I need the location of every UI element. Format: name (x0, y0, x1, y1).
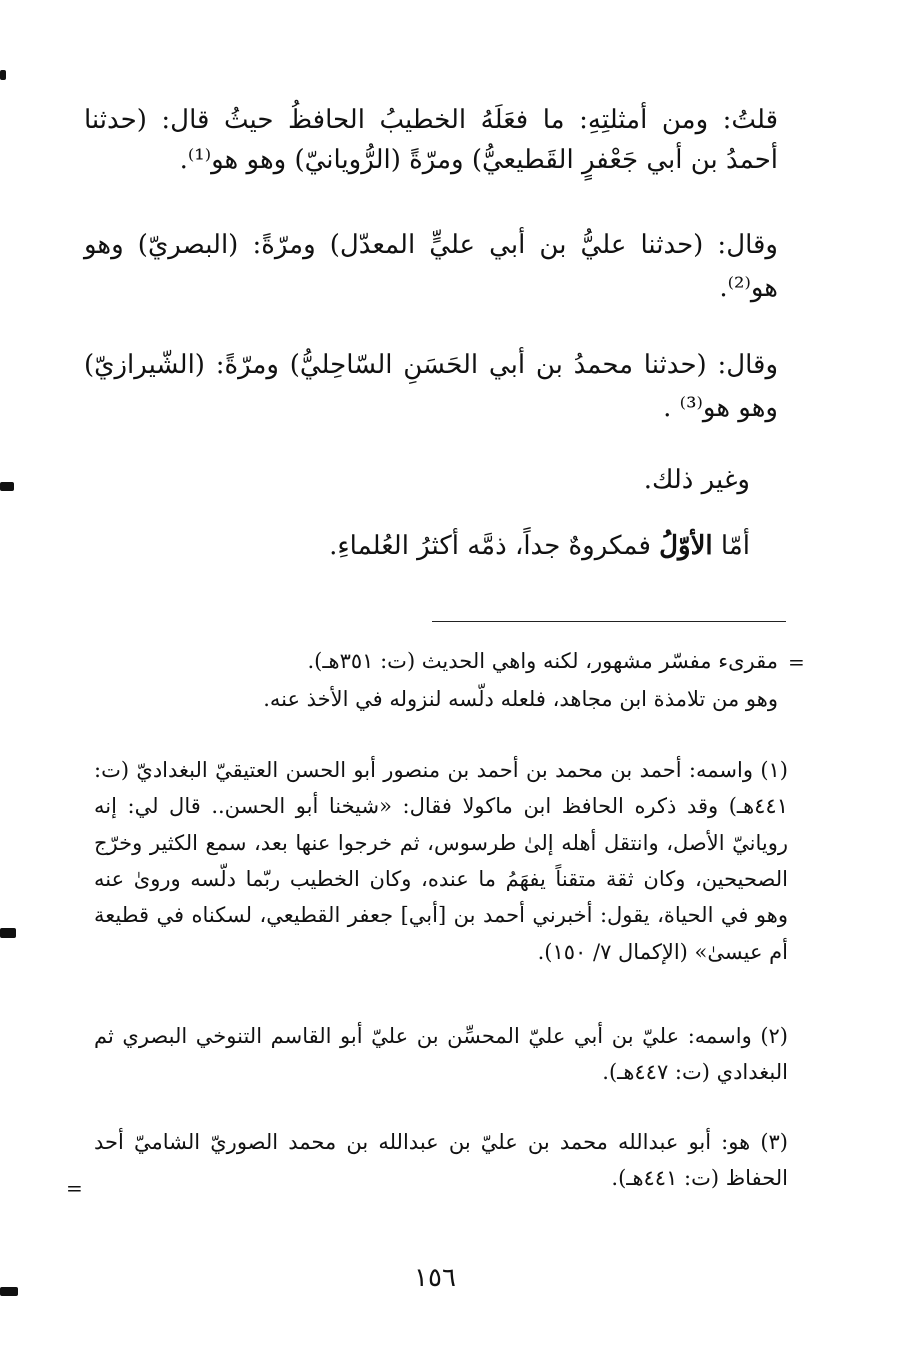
body-paragraph-5 (329, 532, 750, 561)
footnote-2: (٢) واسمه: عليّ بن أبي عليّ المحسِّن بن عليّ أبو القاسم التنوخي البصري ثم البغدادي (ت: ٤٤٧هـ). (94, 1024, 788, 1085)
emphasis-word: الأوّلُ (659, 531, 713, 561)
scan-edge-mark-4 (0, 1287, 18, 1296)
footnote-continuation-line-2: وهو من تلامذة ابن مجاهد، فلعله دلّسه لنزوله في الأخذ عنه. (263, 687, 778, 711)
body-paragraph-5-text: أمّا الأوّلُ فمكروهٌ جداً، ذمَّه أكثرُ العُلماءِ. (329, 531, 750, 561)
footnote-3: (٣) هو: أبو عبدالله محمد بن عليّ بن عبدالله بن محمد الصوريّ الشاميّ أحد الحفاظ (ت: ٤٤١هـ). (94, 1130, 788, 1191)
body-paragraph-2: وقال: (حدثنا عليُّ بن أبي عليٍّ المعدّل) ومرّةً: (البصريّ) وهو هو⁽²⁾. (84, 230, 778, 303)
page-number: ١٥٦ (414, 1263, 456, 1293)
footnote-trailing-marker: = (66, 1176, 83, 1200)
scan-edge-mark-2 (0, 482, 14, 491)
footnote-continuation-line-1: مقرىء مفسّر مشهور، لكنه واهي الحديث (ت: ٣٥١هـ). (307, 649, 778, 673)
scan-edge-mark-1 (0, 70, 6, 80)
body-paragraph-3: وقال: (حدثنا محمدُ بن أبي الحَسَنِ السّاحِليُّ) ومرّةً: (الشّيرازيّ) وهو هو⁽³⁾ . (84, 350, 778, 423)
body-paragraph-4: وغير ذلك. (643, 465, 750, 495)
footnote-1: (١) واسمه: أحمد بن محمد بن أحمد بن منصور أبو الحسن العتيقيّ البغداديّ (ت: ٤٤١هـ) وقد ذكره الحافظ ابن ماكولا فقال: «شيخنا أبو الحسن.. قال لي: إنه رويانيّ الأصل، وانتقل أهله إلىٰ طرسوس، ثم خرجوا عنها بعد، سمع الكثير وخرّج الصحيحين، وكان ثقة متقناً يفهَمُ ما عنده، وكان الخطيب ربّما دلّسه وروىٰ عنه وهو في الحياة، يقول: أخبرني أحمد بن [أبي] جعفر القطيعي، لسكناه في قطيعة أم عيسىٰ» (الإكمال ٧/ ١٥٠). (94, 758, 788, 964)
scan-edge-mark-3 (0, 928, 16, 938)
body-paragraph-1: قلتُ: ومن أمثلتِهِ: ما فعَلَهُ الخطيبُ الحافظُ حيثُ قال: (حدثنا أحمدُ بن أبي جَعْفرٍ القَطيعيُّ) ومرّةً (الرُّويانيّ) وهو هو⁽¹⁾. (84, 105, 779, 176)
footnote-continuation-marker: = (788, 650, 805, 674)
footnote-separator (432, 621, 786, 622)
